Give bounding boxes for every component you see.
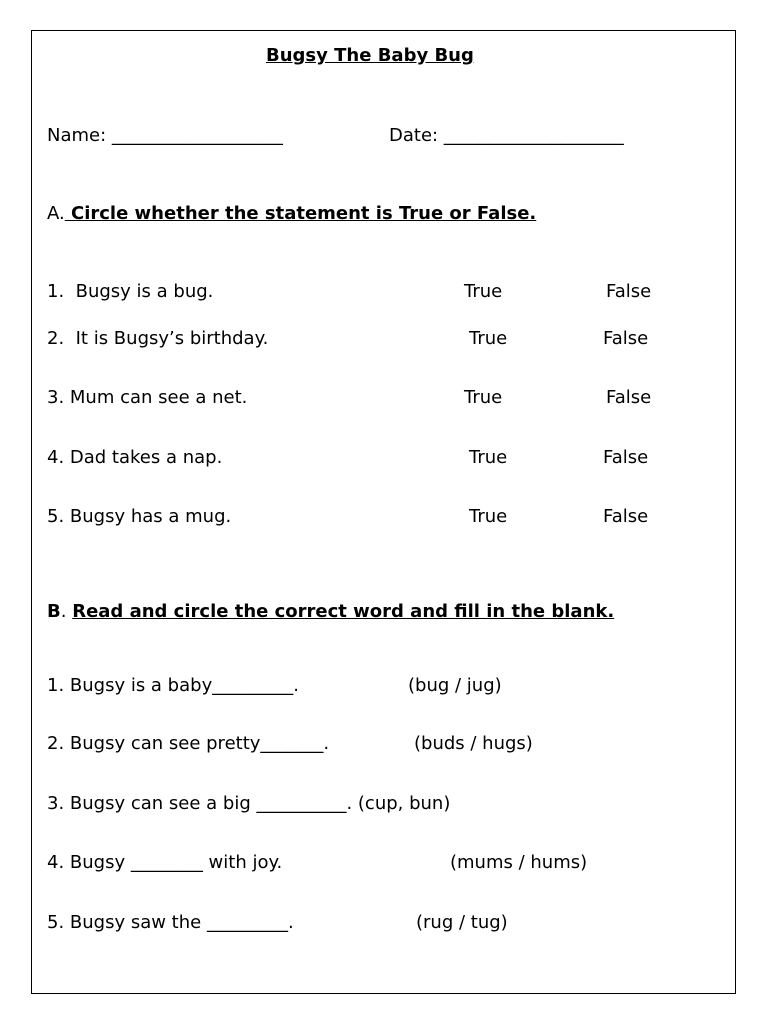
word-choices[interactable]: (mums / hums) xyxy=(450,852,588,873)
false-option[interactable]: False xyxy=(603,328,649,349)
fill-blank-text: 2. Bugsy can see pretty_______. xyxy=(47,733,330,754)
true-option[interactable]: True xyxy=(464,387,503,408)
false-option[interactable]: False xyxy=(606,281,652,302)
false-option[interactable]: False xyxy=(603,506,649,527)
statement-text: 3. Mum can see a net. xyxy=(47,387,248,408)
fill-blank-text: 3. Bugsy can see a big __________. (cup, bun) xyxy=(47,793,451,814)
true-option[interactable]: True xyxy=(464,281,503,302)
statement-text: 5. Bugsy has a mug. xyxy=(47,506,232,527)
section-a-prefix: A. xyxy=(47,203,65,224)
true-option[interactable]: True xyxy=(469,506,508,527)
word-choices[interactable]: (bug / jug) xyxy=(408,675,502,696)
statement-text: 2. It is Bugsy’s birthday. xyxy=(47,328,269,349)
statement-text: 1. Bugsy is a bug. xyxy=(47,281,214,302)
date-field: Date: ____________________ xyxy=(389,125,624,146)
true-option[interactable]: True xyxy=(469,328,508,349)
fill-blank-text: 4. Bugsy ________ with joy. xyxy=(47,852,283,873)
fill-blank-text: 5. Bugsy saw the _________. xyxy=(47,912,294,933)
section-b-dot: . xyxy=(60,601,67,622)
section-b-instruction: Read and circle the correct word and fill in the blank. xyxy=(72,601,615,622)
false-option[interactable]: False xyxy=(603,447,649,468)
section-b-prefix: B xyxy=(47,601,61,622)
true-option[interactable]: True xyxy=(469,447,508,468)
false-option[interactable]: False xyxy=(606,387,652,408)
section-a-heading xyxy=(47,203,536,225)
section-a-instruction: Circle whether the statement is True or False. xyxy=(64,203,537,224)
word-choices[interactable]: (buds / hugs) xyxy=(414,733,533,754)
section-b-heading xyxy=(47,601,614,623)
statement-text: 4. Dad takes a nap. xyxy=(47,447,223,468)
fill-blank-text: 1. Bugsy is a baby_________. xyxy=(47,675,299,696)
name-field: Name: ___________________ xyxy=(47,125,283,146)
worksheet-title: Bugsy The Baby Bug xyxy=(266,45,474,66)
word-choices[interactable]: (rug / tug) xyxy=(416,912,508,933)
